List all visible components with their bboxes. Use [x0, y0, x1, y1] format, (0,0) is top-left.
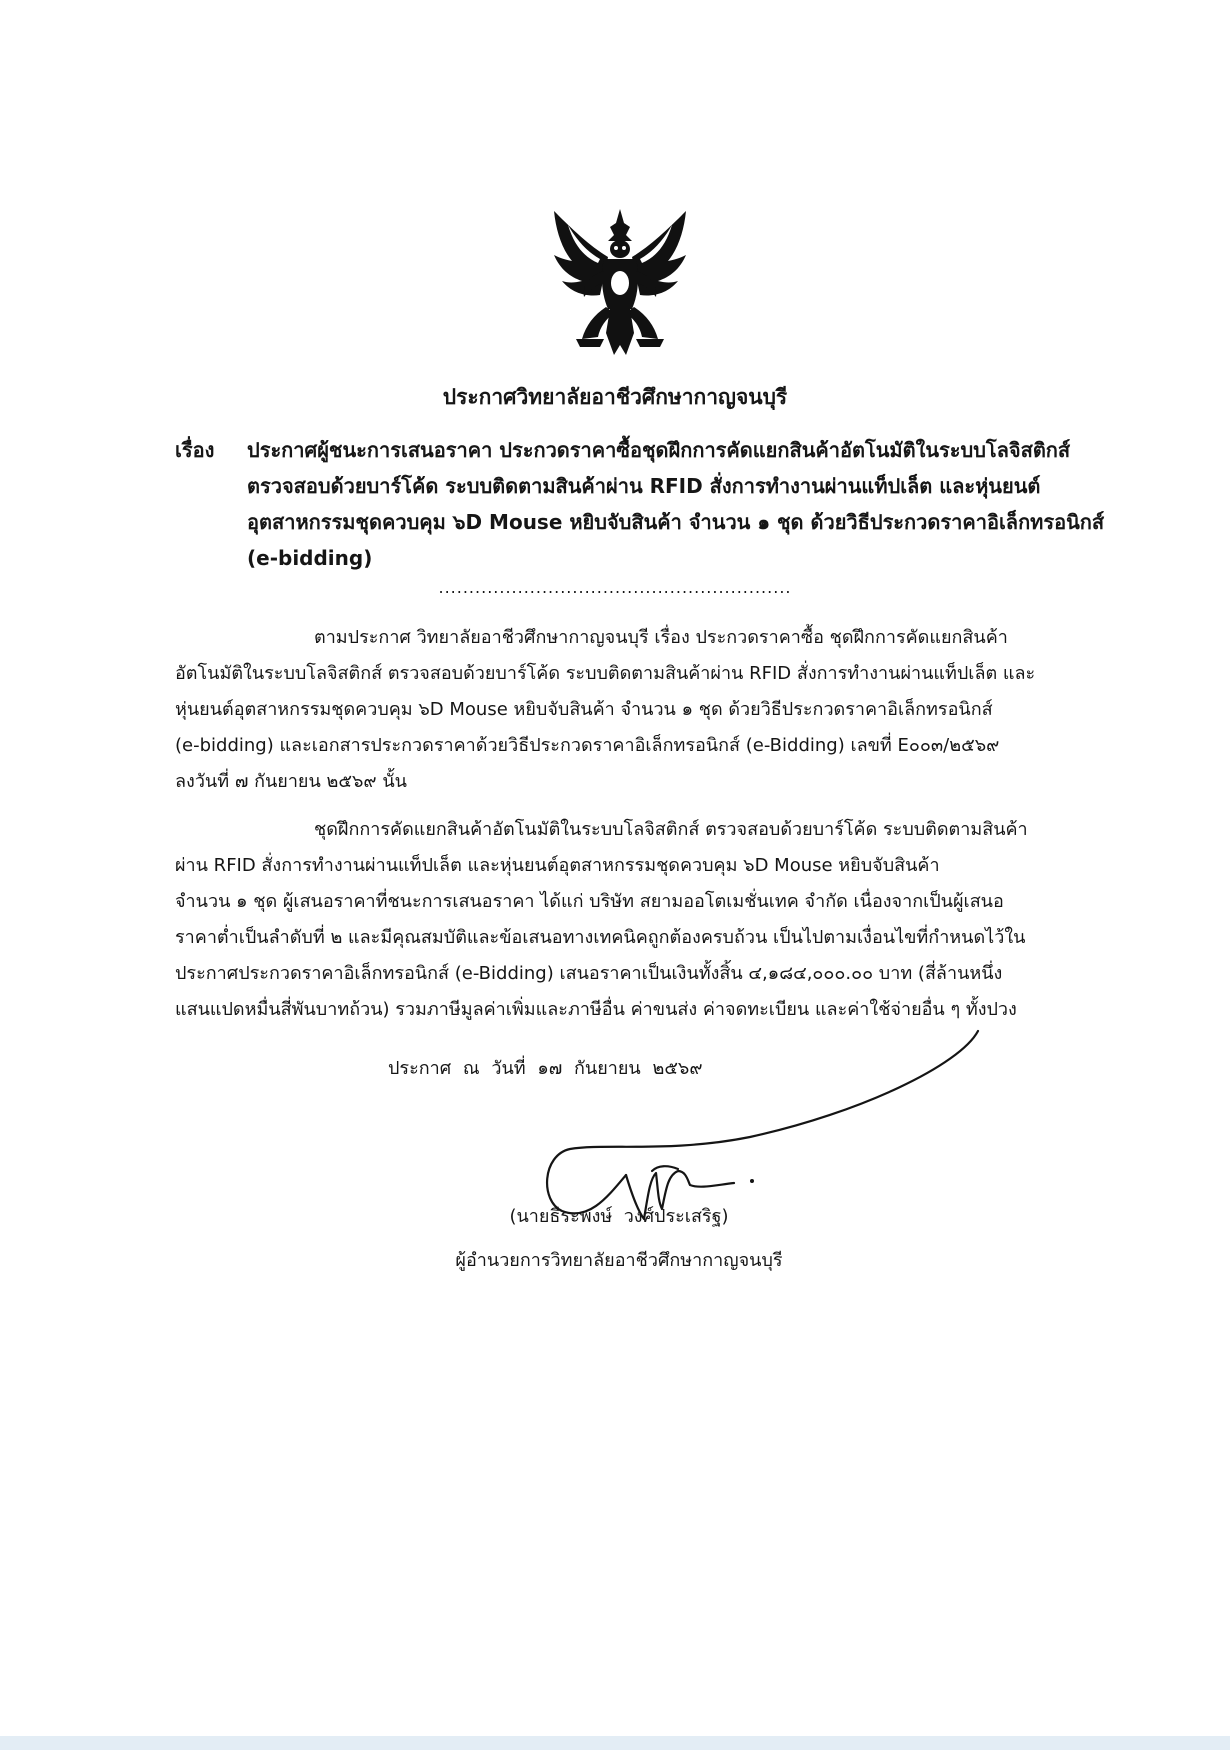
subject-line: อุตสาหกรรมชุดควบคุม ๖D Mouse หยิบจับสินค้า จำนวน ๑ ชุด ด้วยวิธีประกวดราคาอิเล็กทรอนิกส์ — [247, 510, 1105, 534]
subject-line: ประกาศผู้ชนะการเสนอราคา ประกวดราคาซื้อชุดฝึกการคัดแยกสินค้าอัตโนมัติในระบบโลจิสติกส์ — [247, 438, 1071, 462]
paragraph-line: (e-bidding) และเอกสารประกวดราคาด้วยวิธีประกวดราคาอิเล็กทรอนิกส์ (e-Bidding) เลขที่ E๐๐๓/๒๕๖๙ — [175, 735, 1000, 756]
paragraph-line: หุ่นยนต์อุตสาหกรรมชุดควบคุม ๖D Mouse หยิบจับสินค้า จำนวน ๑ ชุด ด้วยวิธีประกวดราคาอิเล็กทรอนิกส์ — [175, 699, 993, 720]
paragraph-line: ราคาต่ำเป็นลำดับที่ ๒ และมีคุณสมบัติและข้อเสนอทางเทคนิคถูกต้องครบถ้วน เป็นไปตามเงื่อนไขที่กำหนดไว้ใน — [175, 927, 1026, 948]
subject-line: ตรวจสอบด้วยบาร์โค้ด ระบบติดตามสินค้าผ่าน RFID สั่งการทำงานผ่านแท็ปเล็ต และหุ่นยนต์ — [247, 474, 1041, 498]
paragraph-line: อัตโนมัติในระบบโลจิสติกส์ ตรวจสอบด้วยบาร์โค้ด ระบบติดตามสินค้าผ่าน RFID สั่งการทำงานผ่านแท็ปเล็ต และ — [175, 663, 1036, 684]
paragraph-line: แสนแปดหมื่นสี่พันบาทถ้วน) รวมภาษีมูลค่าเพิ่มและภาษีอื่น ค่าขนส่ง ค่าจดทะเบียน และค่าใช้จ่ายอื่น ๆ ทั้งปวง — [175, 999, 1017, 1020]
subject-text — [247, 432, 1105, 576]
garuda-emblem-icon — [548, 205, 692, 357]
signer-name: (นายธีระพงษ์ วงศ์ประเสริฐ) — [509, 1206, 729, 1227]
document-title: ประกาศวิทยาลัยอาชีวศึกษากาญจนบุรี — [442, 385, 788, 409]
scan-edge-strip — [0, 1736, 1230, 1750]
paragraph-line: ชุดฝึกการคัดแยกสินค้าอัตโนมัติในระบบโลจิสติกส์ ตรวจสอบด้วยบาร์โค้ด ระบบติดตามสินค้า — [314, 819, 1028, 840]
paragraph-reference — [175, 620, 1095, 800]
paragraph-line: ตามประกาศ วิทยาลัยอาชีวศึกษากาญจนบุรี เรื่อง ประกวดราคาซื้อ ชุดฝึกการคัดแยกสินค้า — [314, 627, 1008, 648]
subject-label: เรื่อง — [175, 438, 215, 462]
subject-line: (e-bidding) — [247, 546, 373, 570]
announce-date: ประกาศ ณ วันที่ ๑๗ กันยายน ๒๕๖๙ — [388, 1058, 703, 1079]
signer-title: ผู้อำนวยการวิทยาลัยอาชีวศึกษากาญจนบุรี — [455, 1250, 783, 1271]
dotted-divider: .......................................................... — [438, 578, 792, 597]
paragraph-line: ผ่าน RFID สั่งการทำงานผ่านแท็ปเล็ต และหุ่นยนต์อุตสาหกรรมชุดควบคุม ๖D Mouse หยิบจับสินค้า — [175, 855, 940, 876]
paragraph-line: ประกาศประกวดราคาอิเล็กทรอนิกส์ (e-Bidding) เสนอราคาเป็นเงินทั้งสิ้น ๔,๑๘๔,๐๐๐.๐๐ บาท (สี่ล้านหนึ่ง — [175, 963, 1003, 984]
paragraph-line: ลงวันที่ ๗ กันยายน ๒๕๖๙ นั้น — [175, 771, 407, 792]
paragraph-line: จำนวน ๑ ชุด ผู้เสนอราคาที่ชนะการเสนอราคา ได้แก่ บริษัท สยามออโตเมชั่นเทค จำกัด เนื่องจากเป็นผู้เสนอ — [175, 891, 1004, 912]
paragraph-winner — [175, 812, 1095, 1028]
